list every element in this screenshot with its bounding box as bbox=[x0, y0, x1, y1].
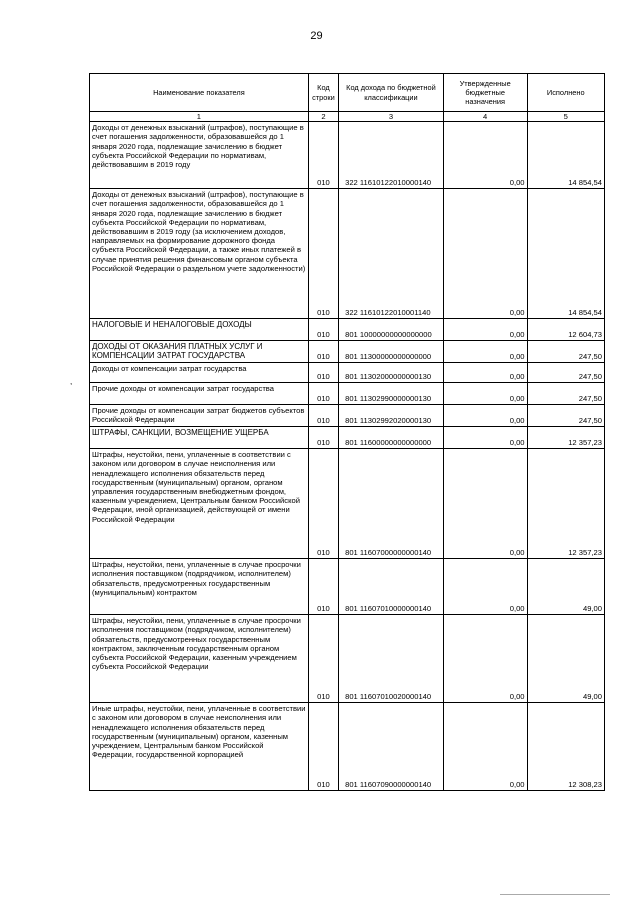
row-name: Иные штрафы, неустойки, пени, уплаченные в соответствии с законом или договором в случае неисполнения или ненадлежащего исполнения обязательств перед государственным (муниципальным) органом, казенным учреждением, Центральным банком Российской Федерации, государственной корпорацией bbox=[90, 703, 309, 791]
row-done: 14 854,54 bbox=[527, 122, 604, 189]
row-kbk: 801 11300000000000000 bbox=[339, 341, 444, 363]
row-plan: 0,00 bbox=[443, 427, 527, 449]
row-done: 12 308,23 bbox=[527, 703, 604, 791]
header-kbk: Код дохода по бюджетной классификации bbox=[339, 74, 444, 112]
header-code: Код строки bbox=[308, 74, 338, 112]
column-number: 5 bbox=[527, 112, 604, 122]
header-done: Исполнено bbox=[527, 74, 604, 112]
row-done: 49,00 bbox=[527, 559, 604, 615]
column-number: 4 bbox=[443, 112, 527, 122]
row-plan: 0,00 bbox=[443, 319, 527, 341]
row-code: 010 bbox=[308, 615, 338, 703]
row-kbk: 322 11610122010001140 bbox=[339, 189, 444, 319]
page-number: 29 bbox=[310, 30, 323, 42]
row-plan: 0,00 bbox=[443, 122, 527, 189]
table-row bbox=[90, 319, 605, 341]
row-kbk: 801 11302992020000130 bbox=[339, 405, 444, 427]
margin-mark: , bbox=[70, 377, 73, 386]
row-plan: 0,00 bbox=[443, 383, 527, 405]
row-code: 010 bbox=[308, 703, 338, 791]
footer-rule bbox=[500, 894, 610, 895]
row-name: ШТРАФЫ, САНКЦИИ, ВОЗМЕЩЕНИЕ УЩЕРБА bbox=[90, 427, 309, 449]
table-row bbox=[90, 405, 605, 427]
row-code: 010 bbox=[308, 363, 338, 383]
row-code: 010 bbox=[308, 189, 338, 319]
row-plan: 0,00 bbox=[443, 363, 527, 383]
row-kbk: 801 11600000000000000 bbox=[339, 427, 444, 449]
row-code: 010 bbox=[308, 319, 338, 341]
row-plan: 0,00 bbox=[443, 703, 527, 791]
row-done: 12 357,23 bbox=[527, 427, 604, 449]
table-row bbox=[90, 449, 605, 559]
row-code: 010 bbox=[308, 449, 338, 559]
row-done: 12 604,73 bbox=[527, 319, 604, 341]
header-plan: Утвержденные бюджетные назначения bbox=[443, 74, 527, 112]
table-row bbox=[90, 383, 605, 405]
row-done: 247,50 bbox=[527, 383, 604, 405]
table-row bbox=[90, 189, 605, 319]
row-code: 010 bbox=[308, 122, 338, 189]
row-plan: 0,00 bbox=[443, 615, 527, 703]
row-kbk: 801 11302990000000130 bbox=[339, 383, 444, 405]
row-code: 010 bbox=[308, 427, 338, 449]
row-done: 247,50 bbox=[527, 363, 604, 383]
row-kbk: 801 10000000000000000 bbox=[339, 319, 444, 341]
row-kbk: 322 11610122010000140 bbox=[339, 122, 444, 189]
row-kbk: 801 11302000000000130 bbox=[339, 363, 444, 383]
table-row bbox=[90, 122, 605, 189]
table-row bbox=[90, 341, 605, 363]
row-done: 247,50 bbox=[527, 405, 604, 427]
table-row bbox=[90, 363, 605, 383]
row-name: Доходы от денежных взысканий (штрафов), поступающие в счет погашения задолженности, образовавшейся до 1 января 2020 года, подлежащие зачислению в бюджет субъекта Российской Федерации по нормативам, действовавшим в 2019 году bbox=[90, 122, 309, 189]
row-kbk: 801 11607090000000140 bbox=[339, 703, 444, 791]
row-name: НАЛОГОВЫЕ И НЕНАЛОГОВЫЕ ДОХОДЫ bbox=[90, 319, 309, 341]
table-header-row bbox=[90, 74, 605, 112]
row-plan: 0,00 bbox=[443, 405, 527, 427]
column-number: 3 bbox=[339, 112, 444, 122]
row-name: Штрафы, неустойки, пени, уплаченные в случае просрочки исполнения поставщиком (подрядчиком, исполнителем) обязательств, предусмотренных государственным (муниципальным) контрактом bbox=[90, 559, 309, 615]
header-name: Наименование показателя bbox=[90, 74, 309, 112]
table-row bbox=[90, 615, 605, 703]
table-row bbox=[90, 559, 605, 615]
row-code: 010 bbox=[308, 559, 338, 615]
row-done: 12 357,23 bbox=[527, 449, 604, 559]
row-kbk: 801 11607010020000140 bbox=[339, 615, 444, 703]
row-plan: 0,00 bbox=[443, 189, 527, 319]
row-done: 49,00 bbox=[527, 615, 604, 703]
row-code: 010 bbox=[308, 341, 338, 363]
column-number: 2 bbox=[308, 112, 338, 122]
row-done: 247,50 bbox=[527, 341, 604, 363]
row-plan: 0,00 bbox=[443, 559, 527, 615]
table-row bbox=[90, 427, 605, 449]
row-name: Прочие доходы от компенсации затрат бюджетов субъектов Российской Федерации bbox=[90, 405, 309, 427]
row-name: Доходы от компенсации затрат государства bbox=[90, 363, 309, 383]
row-plan: 0,00 bbox=[443, 341, 527, 363]
row-kbk: 801 11607000000000140 bbox=[339, 449, 444, 559]
row-name: Штрафы, неустойки, пени, уплаченные в соответствии с законом или договором в случае неисполнения или ненадлежащего исполнения обязательств перед государственным (муниципальным) органом, органом управления государственным внебюджетным фондом, казенным учреждением, Центральным банком Российской Федерации, иной организацией, действующей от имени Российской Федерации bbox=[90, 449, 309, 559]
row-name: Доходы от денежных взысканий (штрафов), поступающие в счет погашения задолженности, образовавшейся до 1 января 2020 года, подлежащие зачислению в бюджет субъекта Российской Федерации по нормативам, действовавшим в 2019 году (за исключением доходов, направляемых на формирование дорожного фонда субъекта Российской Федерации, а также иных платежей в случае принятия решения финансовым органом субъекта Российской Федерации о раздельном учете задолженности) bbox=[90, 189, 309, 319]
row-name: Штрафы, неустойки, пени, уплаченные в случае просрочки исполнения поставщиком (подрядчиком, исполнителем) обязательств, предусмотренных государственным контрактом, заключенным государственным органом субъекта Российской Федерации, казенным учреждением субъекта Российской Федерации bbox=[90, 615, 309, 703]
budget-income-table bbox=[89, 73, 605, 791]
row-code: 010 bbox=[308, 383, 338, 405]
column-number-row bbox=[90, 112, 605, 122]
row-code: 010 bbox=[308, 405, 338, 427]
row-name: ДОХОДЫ ОТ ОКАЗАНИЯ ПЛАТНЫХ УСЛУГ И КОМПЕНСАЦИИ ЗАТРАТ ГОСУДАРСТВА bbox=[90, 341, 309, 363]
row-done: 14 854,54 bbox=[527, 189, 604, 319]
column-number: 1 bbox=[90, 112, 309, 122]
row-kbk: 801 11607010000000140 bbox=[339, 559, 444, 615]
row-name: Прочие доходы от компенсации затрат государства bbox=[90, 383, 309, 405]
table-row bbox=[90, 703, 605, 791]
row-plan: 0,00 bbox=[443, 449, 527, 559]
